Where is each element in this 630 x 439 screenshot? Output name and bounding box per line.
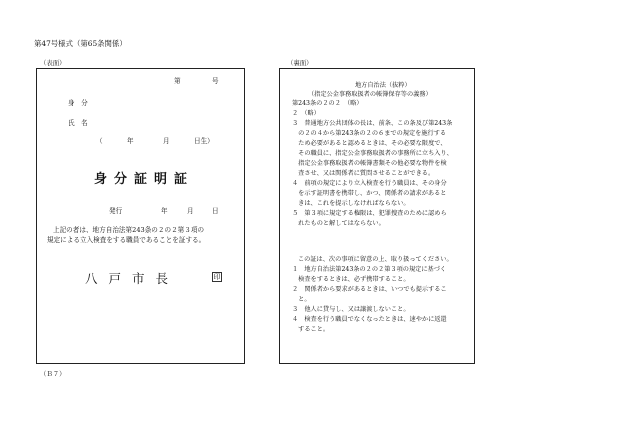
law-line: その職員に、指定公金事務取扱者の事務所に立ち入り、 [292,150,453,157]
number-suffix: 号 [212,77,219,85]
seal-mark: 印 [213,273,221,281]
certificate-title: 身分証明証 [94,172,195,187]
law-line: ため必要があると認めるときは、その必要な限度で、 [292,140,447,147]
identity-label: 身 分 [68,99,88,107]
issue-month: 月 [187,207,194,215]
certification-text-2: 規定による立入検査をする職員であることを証する。 [47,236,206,244]
law-excerpt-heading: 地方自治法（抜粋） [355,82,411,89]
birth-open: （ [96,137,103,145]
number-label: 第 [174,77,181,85]
birth-month: 月 [163,137,170,145]
birth-day: 日生） [194,137,214,145]
notice-line: ２ 関係者から要求があるときは、いつでも提示するこ [292,286,447,293]
issue-year: 年 [161,207,168,215]
certification-text-1: 上記の者は、地方自治法第243条の２の２第３項の [53,226,205,234]
law-line: きは、これを提示しなければならない。 [292,200,410,207]
law-line: 指定公金事務取扱者の帳簿書類その他必要な物件を検 [292,160,447,167]
issue-day: 日 [212,207,219,215]
name-label: 氏 名 [68,119,88,127]
law-line: ２ （略） [292,110,320,117]
notice-line: と。 [292,296,311,303]
law-line: の２の４から第243条の２の６までの規定を施行する [292,130,447,137]
law-line: ５ 第３項に規定する権限は、犯罪捜査のために認めら [292,210,447,217]
back-card [279,68,475,364]
notice-line: ４ 検査を行う職員でなくなったときは、速やかに返還 [292,316,447,323]
size-code: （Ｂ７） [40,370,66,378]
notice-line: ３ 他人に貸与し、又は譲渡しないこと。 [292,306,410,313]
front-side-label: （表面） [40,59,66,67]
law-article-caption: （指定公金事務取扱者の帳簿保存等の義務） [308,91,432,98]
form-title: 第47号様式（第65条関係） [34,39,127,48]
law-line: ３ 普通地方公共団体の長は、前条、この条及び第243条 [292,120,453,127]
notice-heading: この証は、次の事項に留意の上、取り扱ってください。 [298,256,453,263]
law-line: 第243条の２の２ （略） [292,100,363,107]
law-line: を示す証明書を携帯し、かつ、関係者の請求があると [292,190,447,197]
notice-line: すること。 [292,326,330,333]
notice-line: 検査をするときは、必ず携帯すること。 [292,276,410,283]
law-line: ４ 前項の規定により立入検査を行う職員は、その身分 [292,180,447,187]
issuer-name: 八戸市長 [85,271,180,286]
notice-line: １ 地方自治法第243条の２の２第３項の規定に基づく [292,266,447,273]
back-side-label: （裏面） [287,59,313,67]
front-card [36,68,245,364]
birth-year: 年 [127,137,134,145]
issue-label: 発行 [109,207,123,215]
law-line: れたものと解してはならない。 [292,220,385,227]
law-line: 査させ、又は関係者に質問させることができる。 [292,170,435,177]
